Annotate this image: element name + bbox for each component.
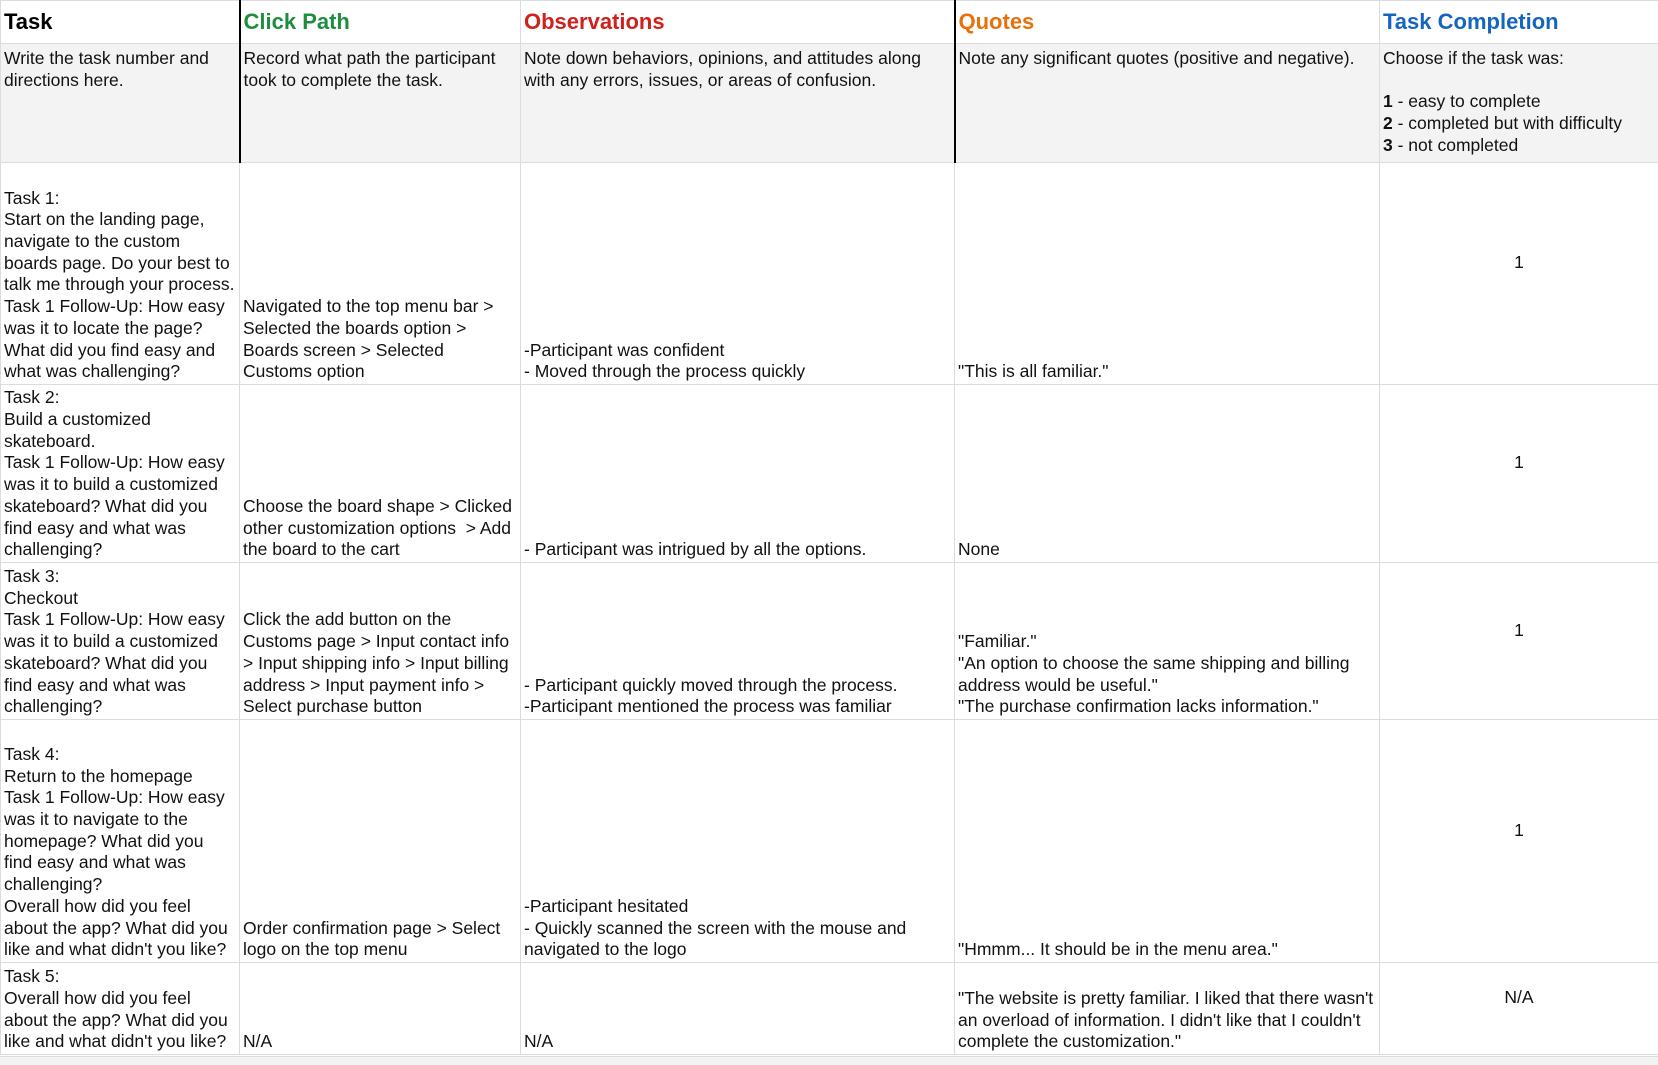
completion-value: 1 <box>1514 252 1524 272</box>
click-path-cell[interactable]: Order confirmation page > Select logo on the top menu <box>240 720 521 963</box>
click-path-cell[interactable]: Click the add button on the Customs page > Input contact info > Input shipping info > Input billing address > Input payment info > Select purchase button <box>240 563 521 720</box>
instruction-click-path[interactable]: Record what path the participant took to complete the task. <box>240 44 521 163</box>
completion-cell[interactable] <box>1380 163 1658 385</box>
observations-cell[interactable]: - Participant was intrigued by all the options. <box>521 385 955 563</box>
completion-cell[interactable] <box>1380 720 1658 963</box>
table-row <box>1 563 1658 720</box>
completion-spacer <box>1383 70 1655 92</box>
completion-intro: Choose if the task was: <box>1383 48 1564 68</box>
option-number: 2 <box>1383 113 1393 133</box>
completion-value: 1 <box>1514 452 1524 472</box>
table-row <box>1 720 1658 963</box>
completion-value: 1 <box>1514 620 1524 640</box>
quotes-cell[interactable]: None <box>955 385 1380 563</box>
task-cell[interactable]: Task 3: Checkout Task 1 Follow-Up: How easy was it to build a customized skateboard? What did you find easy and what was challenging? <box>1 563 240 720</box>
task-cell[interactable]: Task 4: Return to the homepage Task 1 Follow-Up: How easy was it to navigate to the homepage? What did you find easy and what was challenging? Overall how did you feel about the app? What did you like and what didn't you like? <box>1 720 240 963</box>
observations-cell[interactable]: N/A <box>521 963 955 1055</box>
task-cell[interactable]: Task 2: Build a customized skateboard. Task 1 Follow-Up: How easy was it to build a customized skateboard? What did you find easy and what was challenging? <box>1 385 240 563</box>
option-number: 3 <box>1383 135 1393 155</box>
task-cell[interactable]: Task 5: Overall how did you feel about the app? What did you like and what didn't you like? <box>1 963 240 1055</box>
completion-option-3 <box>1383 135 1655 157</box>
table-row <box>1 385 1658 563</box>
completion-value: N/A <box>1504 987 1533 1007</box>
instruction-observations[interactable]: Note down behaviors, opinions, and attitudes along with any errors, issues, or areas of confusion. <box>521 44 955 163</box>
quotes-cell[interactable]: "The website is pretty familiar. I liked that there wasn't an overload of information. I didn't like that I couldn't complete the customization." <box>955 963 1380 1055</box>
observations-cell[interactable]: - Participant quickly moved through the process. -Participant mentioned the process was familiar <box>521 563 955 720</box>
observations-cell[interactable]: -Participant was confident - Moved through the process quickly <box>521 163 955 385</box>
header-task-completion[interactable]: Task Completion <box>1380 1 1658 44</box>
instruction-completion[interactable] <box>1380 44 1658 163</box>
header-click-path[interactable]: Click Path <box>240 1 521 44</box>
option-text: - not completed <box>1393 135 1518 155</box>
completion-cell[interactable] <box>1380 563 1658 720</box>
option-number: 1 <box>1383 91 1393 111</box>
header-observations[interactable]: Observations <box>521 1 955 44</box>
table-row <box>1 963 1658 1055</box>
header-quotes[interactable]: Quotes <box>955 1 1380 44</box>
instruction-row <box>1 44 1658 163</box>
completion-cell[interactable] <box>1380 963 1658 1055</box>
quotes-cell[interactable]: "Hmmm... It should be in the menu area." <box>955 720 1380 963</box>
instruction-task[interactable]: Write the task number and directions here. <box>1 44 240 163</box>
completion-cell[interactable] <box>1380 385 1658 563</box>
click-path-cell[interactable]: Navigated to the top menu bar > Selected the boards option > Boards screen > Selected Customs option <box>240 163 521 385</box>
completion-option-2 <box>1383 113 1655 135</box>
click-path-cell[interactable]: Choose the board shape > Clicked other customization options > Add the board to the cart <box>240 385 521 563</box>
observations-cell[interactable]: -Participant hesitated - Quickly scanned the screen with the mouse and navigated to the logo <box>521 720 955 963</box>
completion-value: 1 <box>1514 820 1524 840</box>
quotes-cell[interactable]: "Familiar." "An option to choose the same shipping and billing address would be useful." "The purchase confirmation lacks information." <box>955 563 1380 720</box>
option-text: - completed but with difficulty <box>1393 113 1622 133</box>
quotes-cell[interactable]: "This is all familiar." <box>955 163 1380 385</box>
header-task[interactable]: Task <box>1 1 240 44</box>
instruction-quotes[interactable]: Note any significant quotes (positive and negative). <box>955 44 1380 163</box>
option-text: - easy to complete <box>1393 91 1541 111</box>
click-path-cell[interactable]: N/A <box>240 963 521 1055</box>
task-cell[interactable]: Task 1: Start on the landing page, navigate to the custom boards page. Do your best to talk me through your process. Task 1 Follow-Up: How easy was it to locate the page? What did you find easy and what was challenging? <box>1 163 240 385</box>
completion-option-1 <box>1383 91 1655 113</box>
table-row <box>1 163 1658 385</box>
header-row <box>1 1 1658 44</box>
